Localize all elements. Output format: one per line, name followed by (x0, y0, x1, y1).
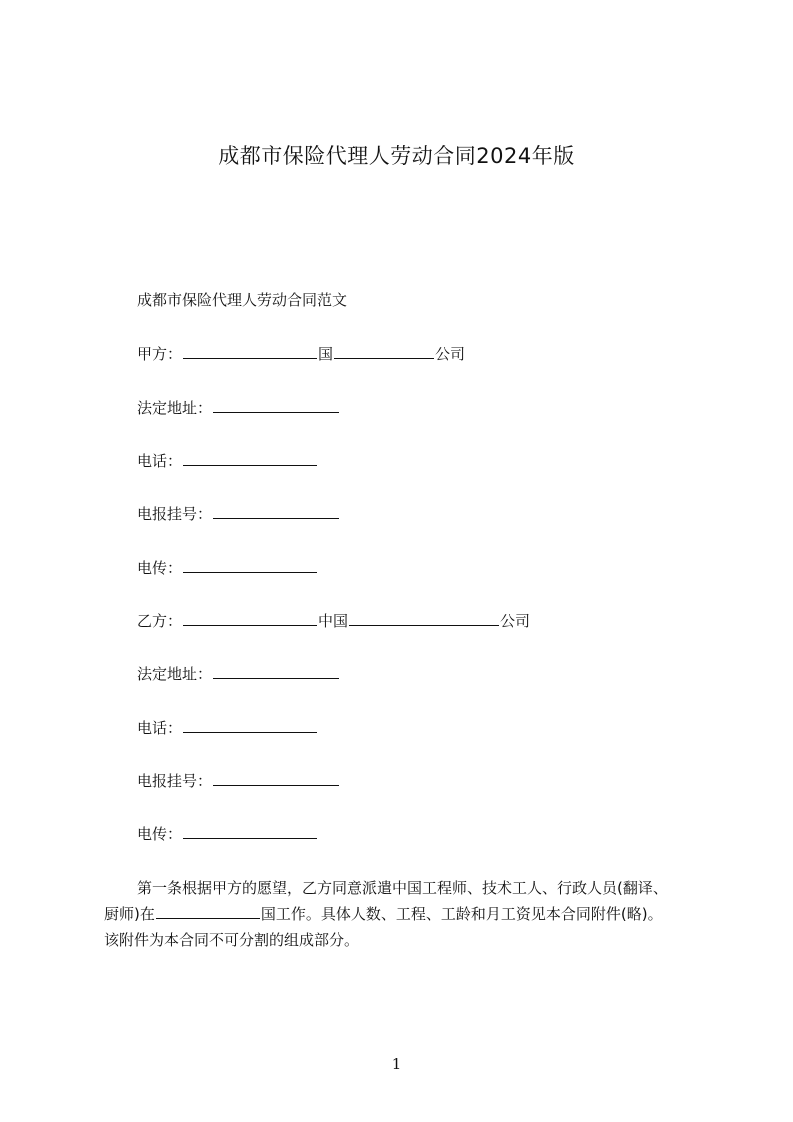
party-b-country-suffix: 中国 (318, 612, 349, 630)
party-b-fax-line (137, 824, 318, 844)
party-b-phone-label: 电话： (137, 719, 183, 737)
party-b-name-blank (183, 611, 317, 626)
article-1-line-2-prefix: 厨师)在 (104, 905, 155, 923)
party-a-label: 甲方： (137, 345, 183, 363)
page-title: 成都市保险代理人劳动合同2024年版 (218, 144, 575, 168)
party-a-phone-label: 电话： (137, 452, 183, 470)
party-b-address-line (137, 664, 340, 684)
party-a-line (137, 344, 465, 364)
party-b-address-blank (213, 664, 339, 679)
party-a-address-blank (213, 398, 339, 413)
party-a-country-suffix: 国 (318, 345, 334, 363)
article-1-paragraph (104, 875, 704, 953)
page-number: 1 (391, 1055, 402, 1073)
party-a-fax-line (137, 558, 318, 578)
party-b-phone-line (137, 718, 318, 738)
article-1-line-1: 第一条根据甲方的愿望，乙方同意派遣中国工程师、技术工人、行政人员(翻译、 (137, 879, 668, 897)
party-b-line (137, 611, 530, 631)
party-b-company-suffix: 公司 (500, 612, 531, 630)
subtitle-text: 成都市保险代理人劳动合同范文 (137, 291, 348, 309)
party-a-fax-blank (183, 558, 317, 573)
party-b-fax-blank (183, 824, 317, 839)
party-b-phone-blank (183, 718, 317, 733)
article-1-line-3: 该附件为本合同不可分割的组成部分。 (104, 931, 360, 949)
article-1-line-2-suffix: 国工作。具体人数、工程、工龄和月工资见本合同附件(略)。 (260, 905, 663, 923)
party-b-telegraph-blank (213, 771, 339, 786)
party-b-company-blank (349, 611, 499, 626)
party-a-fax-label: 电传： (137, 559, 183, 577)
party-a-company-suffix: 公司 (435, 345, 466, 363)
party-a-telegraph-label: 电报挂号： (137, 505, 213, 523)
party-b-telegraph-line (137, 771, 340, 791)
party-a-phone-blank (183, 451, 317, 466)
party-a-phone-line (137, 451, 318, 471)
party-a-telegraph-line (137, 504, 340, 524)
party-a-address-line (137, 398, 340, 418)
party-a-name-blank (183, 344, 317, 359)
party-a-address-label: 法定地址： (137, 399, 213, 417)
party-b-label: 乙方： (137, 612, 183, 630)
party-a-company-blank (334, 344, 434, 359)
party-b-address-label: 法定地址： (137, 665, 213, 683)
document-subtitle (137, 290, 347, 310)
article-1-line-2 (104, 901, 704, 927)
work-country-blank (156, 904, 260, 919)
party-b-telegraph-label: 电报挂号： (137, 772, 213, 790)
party-a-telegraph-blank (213, 504, 339, 519)
party-b-fax-label: 电传： (137, 825, 183, 843)
